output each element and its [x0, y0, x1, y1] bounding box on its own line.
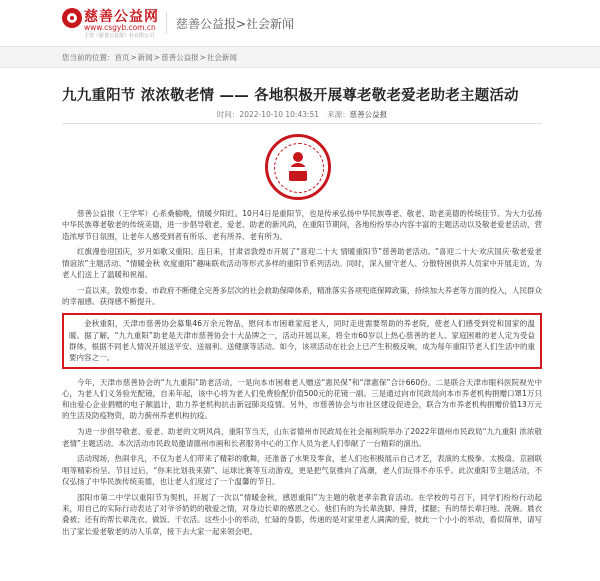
breadcrumb-news[interactable]: 新闻: [137, 53, 153, 62]
article-paragraph-highlighted: 金秋重阳，天津市慈善协会募集46万余元物品，慰问本市困难家庭老人，同时走进需要帮助的养老院，使老人们感受到党和国家的温暖。据了解，“九九重阳”助老是天津市慈善协会十大品牌之一，活动开展以来，将全市60岁以上热心慈善的老人、家庭困难的老人定为受益群体，根据不同老人情况开展送平安、送福利、送健康等活动。如今，该项活动在社会上已产生积极反响，成为每年重阳节老人们生活中的重要内容之一。: [69, 319, 535, 363]
article-paragraph: 今年，天津市慈善协会的“九九重阳”助老活动，一是向本市困难老人赠送“惠民保”和“津惠保”合计660份。二是联合天津市眼科医院视光中心，为老人们义务验光配镜，自来年起，该中心将为老人们免费验配价值500元的花镜一副。三是通过向市民政局向本市养老机构捐赠口罩1万只和由爱心企业捐赠的电子额温计，助力养老机构抗击新冠肺炎疫情。另外，市慈善协会与市社区建设促进会，联合为市养老机构捐赠价值13万元的生活及防疫物资，助力蓟州养老机构抗疫。: [62, 377, 542, 421]
article-paragraph: 为进一步倡导敬老、爱老、助老的文明风尚，重阳节当天，山东省德州市民政局在社会福利院举办了2022年德州市民政局“九九重阳 浓浓敬老情”主题活动。本次活动市民政局邀请德州市画和长者服务中心的工作人员为老人们奉献了一台精彩的演出。: [62, 427, 542, 448]
article-meta: [62, 109, 542, 120]
logo-url: www.csgyb.com.cn: [84, 23, 156, 32]
article-paragraph: 红旗漫卷迎国庆，岁月如歌又重阳。连日来，甘肃省敦煌市开展了“喜迎二十大 情暖重阳节”慈善助老活动、“喜迎二十大·欢庆国庆·敬老爱老情谊浓”主题活动、“情暖金秋 欢度重阳”趣味联欢活动等形式多样的重阳节系列活动。同时，深入留守老人、分散特困供养人员家中开展走访，为老人们送上了温暖和祝福。: [62, 247, 542, 279]
time-label: 时间：: [216, 110, 240, 119]
article-paragraph: 慈善公益报（王学军）心系桑榆晚，情暖夕阳红。10月4日是重阳节，也是传承弘扬中华民族尊老、敬老、助老美德的传统佳节。为大力弘扬中华民族尊老敬老的传统美德，进一步倡导敬老、爱老、助老的新风尚，在重阳节期间，各地纷纷举办内容丰富的主题活动以及敬老爱老活动，营造浓厚节日氛围，让老年人感受到者有所乐、老有所养、老有所为。: [62, 209, 542, 241]
breadcrumb-newspaper[interactable]: 慈善公益报: [161, 53, 199, 62]
logo-seal-icon: [62, 8, 82, 28]
breadcrumb-separator: >: [130, 53, 137, 62]
logo-subtitle: 主管《慈善公益报》社有限公司: [84, 33, 155, 39]
header-divider: [166, 12, 167, 34]
publish-time: 2022-10-10 10:43:51: [239, 110, 320, 119]
article-image: [206, 131, 390, 203]
breadcrumb-separator: >: [199, 53, 206, 62]
title-divider: [62, 123, 542, 124]
site-logo[interactable]: [62, 6, 162, 40]
logo-text: 慈善公益网: [84, 9, 159, 25]
breadcrumb-bar: [0, 46, 600, 68]
article-title: 九九重阳节 浓浓敬老情 —— 各地积极开展尊老敬老爱老助老主题活动: [62, 88, 519, 104]
breadcrumb: [62, 52, 237, 63]
breadcrumb-separator: >: [153, 53, 161, 62]
highlighted-paragraph-box: [62, 313, 542, 368]
source-label: 来源：: [327, 110, 350, 119]
article-paragraph: 邵阳市第二中学以重阳节为契机，开展了一次以“情暖金秋，感恩重阳”为主题的敬老孝亲教育活动。在学校的号召下，同学们纷纷行动起来，用自己的实际行动表达了对爷爷奶奶的敬爱之情，对身边长辈的感恩之心。他们有的为长辈洗脚、捶背，揉腿；有的帮长辈扫地、洗碗、晨衣叠被；还有的帮长辈洗衣、做饭、干农活。这些小小的举动，忙碌的身影，传递的是对家里老人满满的爱，彼此一个小小的举动，看似简单，请写出了家长爱老敬老的动人乐章，接下去大家一起来领会吧。: [62, 492, 542, 536]
site-header: [0, 0, 600, 46]
article-paragraph: 一直以来，敦煌市委、市政府不断健全完善多层次的社会救助保障体系，精准落实各项兜底保障政策，持续加大养老等方面的投入，人民群众的幸福感、获得感不断提升。: [62, 285, 542, 307]
breadcrumb-social-news[interactable]: 社会新闻: [206, 53, 237, 62]
charity-emblem-icon: [265, 134, 331, 200]
article-body: [62, 208, 542, 541]
breadcrumb-home[interactable]: 首页: [114, 53, 130, 62]
article-paragraph: 活动现场，热闹非凡，不仅为老人们带来了精彩的歌舞，还准备了水果及零食，老人们也积极展示自己才艺，表演的太极拳、太极扇、京剧联唱等精彩纷呈。节目过后，“你来比划我来猜”、运球比赛等互动游戏，更是把气氛推向了高潮，老人们玩得不亦乐乎。此次重阳节主题活动，不仅弘扬了中华民族传统美德，也让老人们度过了一个温馨的节日。: [62, 454, 542, 486]
article-source: 慈善公益报: [349, 110, 388, 119]
channel-title[interactable]: 慈善公益报>社会新闻: [176, 17, 295, 31]
breadcrumb-prefix: 您当前的位置：: [62, 53, 115, 62]
